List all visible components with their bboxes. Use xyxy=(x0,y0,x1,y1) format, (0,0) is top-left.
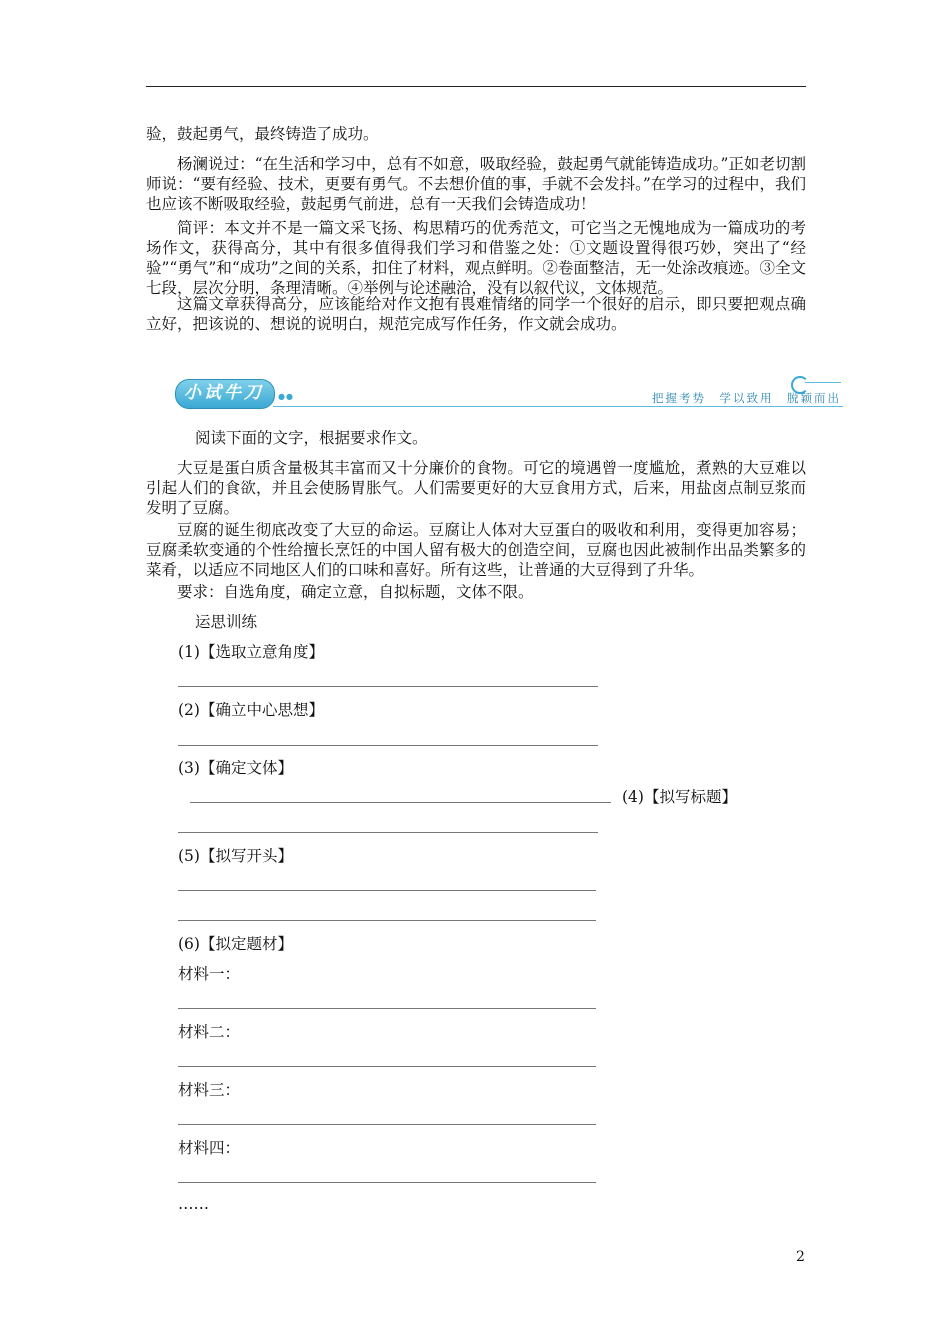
banner-rule xyxy=(273,406,843,407)
paragraph-continued: 验，鼓起勇气，最终铸造了成功。 xyxy=(146,125,379,143)
step-6-label: (6)【拟定题材】 xyxy=(178,935,293,953)
dots-icon: ●● xyxy=(278,392,294,401)
answer-line-5a[interactable] xyxy=(178,890,596,891)
task-material-2: 豆腐的诞生彻底改变了大豆的命运。豆腐让人体对大豆蛋白的吸收和利用，变得更加容易；豆腐柔软变通的个性给擅长烹饪的中国人留有极大的创造空间，豆腐也因此被制作出品类繁多的菜肴，以适应不同地区人们的口味和喜好。所有这些，让普通的大豆得到了升华。 xyxy=(146,521,806,579)
answer-line-1[interactable] xyxy=(178,686,598,687)
answer-line-4[interactable] xyxy=(178,832,598,833)
answer-line-2[interactable] xyxy=(178,745,598,746)
header-rule xyxy=(146,86,806,87)
banner-title: 小试牛刀 xyxy=(184,383,264,403)
banner-slogan: 把握考势 学以致用 脱颖而出 xyxy=(652,391,841,405)
material-2-line[interactable] xyxy=(178,1066,596,1067)
task-intro: 阅读下面的文字，根据要求作文。 xyxy=(195,429,428,447)
answer-line-3[interactable] xyxy=(190,802,611,803)
material-4-label: 材料四： xyxy=(178,1139,241,1157)
section-banner xyxy=(175,376,843,410)
task-requirement: 要求：自选角度，确定立意，自拟标题，文体不限。 xyxy=(177,583,534,601)
material-1-line[interactable] xyxy=(178,1008,596,1009)
step-4-label: (4)【拟写标题】 xyxy=(622,788,737,806)
task-material-1: 大豆是蛋白质含量极其丰富而又十分廉价的食物。可它的境遇曾一度尴尬，煮熟的大豆难以引起人们的食欲，并且会使肠胃胀气。人们需要更好的大豆食用方式，后来，用盐卤点制豆浆而发明了豆腐。 xyxy=(146,459,806,517)
ellipsis: …… xyxy=(178,1195,209,1213)
step-3-label: (3)【确定文体】 xyxy=(178,759,293,777)
material-4-line[interactable] xyxy=(178,1182,596,1183)
material-1-label: 材料一： xyxy=(178,965,241,983)
material-2-label: 材料二： xyxy=(178,1023,241,1041)
paragraph-conclusion: 这篇文章获得高分，应该能给对作文抱有畏难情绪的同学一个很好的启示，即只要把观点确立好，把该说的、想说的说明白，规范完成写作任务，作文就会成功。 xyxy=(146,295,806,333)
step-2-label: (2)【确立中心思想】 xyxy=(178,701,324,719)
material-3-label: 材料三： xyxy=(178,1081,241,1099)
training-heading: 运思训练 xyxy=(195,613,258,631)
paragraph-review: 简评：本文并不是一篇文采飞扬、构思精巧的优秀范文，可它当之无愧地成为一篇成功的考场作文，获得高分，其中有很多值得我们学习和借鉴之处：①文题设置得很巧妙，突出了“经验”“勇气”和“成功”之间的关系，扣住了材料，观点鲜明。②卷面整洁，无一处涂改痕迹。③全文七段，层次分明，条理清晰。④举例与论述融洽，没有以叙代议，文体规范。 xyxy=(146,219,806,297)
page-number: 2 xyxy=(796,1249,805,1265)
paragraph-yanglan: 杨澜说过：“在生活和学习中，总有不如意，吸取经验，鼓起勇气就能铸造成功。”正如老切割师说：“要有经验、技术，更要有勇气。不去想价值的事，手就不会发抖。”在学习的过程中，我们也应该不断吸取经验，鼓起勇气前进，总有一天我们会铸造成功！ xyxy=(146,155,806,213)
material-3-line[interactable] xyxy=(178,1124,596,1125)
banner-swirl-rule xyxy=(805,382,841,383)
step-5-label: (5)【拟写开头】 xyxy=(178,847,293,865)
answer-line-5b[interactable] xyxy=(178,920,596,921)
step-1-label: (1)【选取立意角度】 xyxy=(178,643,324,661)
